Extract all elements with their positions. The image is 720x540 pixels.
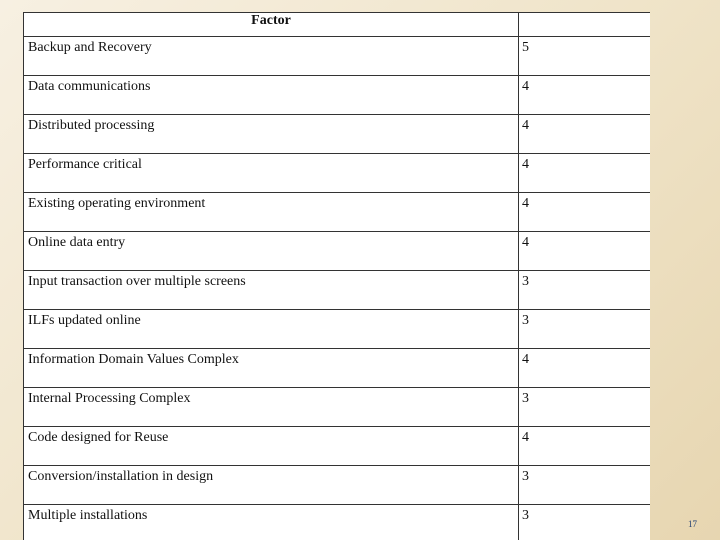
value-cell: 4	[519, 193, 651, 232]
factor-cell: Distributed processing	[24, 115, 519, 154]
factor-cell: Performance critical	[24, 154, 519, 193]
table-header-row	[24, 13, 651, 37]
value-cell: 4	[519, 154, 651, 193]
value-cell: 3	[519, 466, 651, 505]
table-row	[24, 193, 651, 232]
factor-cell: Code designed for Reuse	[24, 427, 519, 466]
table-row	[24, 427, 651, 466]
value-cell: 4	[519, 232, 651, 271]
table-row	[24, 505, 651, 540]
factor-cell: Multiple installations	[24, 505, 519, 540]
table-row	[24, 37, 651, 76]
table-row	[24, 154, 651, 193]
factor-table-container	[23, 12, 650, 540]
value-cell: 3	[519, 310, 651, 349]
factor-column-header: Factor	[24, 13, 519, 37]
factor-cell: Data communications	[24, 76, 519, 115]
table-row	[24, 115, 651, 154]
factor-cell: Existing operating environment	[24, 193, 519, 232]
factor-cell: ILFs updated online	[24, 310, 519, 349]
value-cell: 3	[519, 505, 651, 540]
factor-cell: Input transaction over multiple screens	[24, 271, 519, 310]
table-row	[24, 271, 651, 310]
value-cell: 4	[519, 76, 651, 115]
table-row	[24, 310, 651, 349]
page-number: 17	[688, 519, 697, 529]
table-row	[24, 232, 651, 271]
table-row	[24, 76, 651, 115]
factor-table	[23, 12, 650, 540]
table-row	[24, 388, 651, 427]
value-cell: 4	[519, 349, 651, 388]
table-row	[24, 349, 651, 388]
factor-cell: Information Domain Values Complex	[24, 349, 519, 388]
value-cell: 4	[519, 427, 651, 466]
factor-cell: Online data entry	[24, 232, 519, 271]
value-cell: 3	[519, 388, 651, 427]
value-cell: 4	[519, 115, 651, 154]
factor-cell: Conversion/installation in design	[24, 466, 519, 505]
value-cell: 5	[519, 37, 651, 76]
value-column-header	[519, 13, 651, 37]
value-cell: 3	[519, 271, 651, 310]
factor-cell: Internal Processing Complex	[24, 388, 519, 427]
table-row	[24, 466, 651, 505]
factor-cell: Backup and Recovery	[24, 37, 519, 76]
